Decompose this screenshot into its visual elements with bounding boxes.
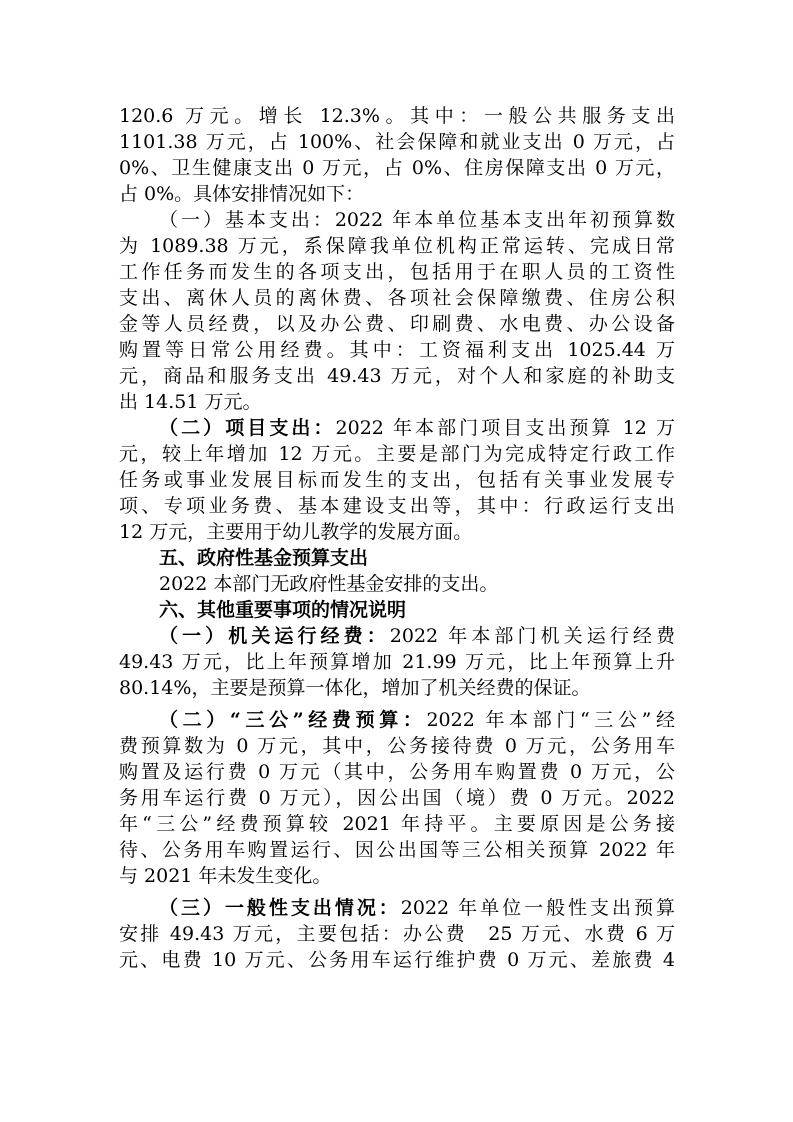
- text-line: （一）基本支出：2022 年本单位基本支出年初预算数: [159, 209, 675, 231]
- text-line: 支出、离休人员的离休费、各项社会保障缴费、住房公积: [119, 287, 675, 309]
- subheading: （二）项目支出：: [159, 417, 336, 439]
- text-span: 2022 年本部门项目支出预算 12 万: [335, 417, 675, 439]
- text-line: 元，较上年增加 12 万元。主要是部门为完成特定行政工作: [119, 443, 675, 465]
- text-line: 占 0%。具体安排情况如下：: [119, 183, 365, 205]
- text-line: 与 2021 年未发生变化。: [119, 865, 332, 887]
- text-line: 待、公务用车购置运行、因公出国等三公相关预算 2022 年: [119, 839, 675, 861]
- section-heading: 六、其他重要事项的情况说明: [159, 599, 407, 621]
- text-line: 2022 本部门无政府性基金安排的支出。: [159, 573, 499, 595]
- text-span: 2022 年本部门机关运行经费: [389, 625, 675, 647]
- text-line: 安排 49.43 万元，主要包括：办公费 25 万元、水费 6 万: [119, 923, 675, 945]
- text-line: 工作任务而发生的各项支出，包括用于在职人员的工资性: [119, 261, 675, 283]
- text-line: 0%、卫生健康支出 0 万元，占 0%、住房保障支出 0 万元，: [119, 157, 675, 179]
- text-line: [159, 895, 675, 921]
- subheading: （一）机关运行经费：: [159, 625, 390, 647]
- text-line: 80.14%，主要是预算一体化，增加了机关经费的保证。: [119, 677, 591, 699]
- text-line: 120.6 万元。增长 12.3%。其中：一般公共服务支出: [119, 105, 675, 127]
- text-line: 为 1089.38 万元，系保障我单位机构正常运转、完成日常: [119, 235, 675, 257]
- text-line: 出 14.51 万元。: [119, 391, 262, 413]
- text-span: 2022 年单位一般性支出预算: [400, 897, 675, 919]
- text-line: 金等人员经费，以及办公费、印刷费、水电费、办公设备: [119, 313, 675, 335]
- text-span: 2022 年本部门“三公”经: [426, 709, 675, 731]
- section-heading: 五、政府性基金预算支出: [159, 547, 369, 569]
- text-line: 购置及运行费 0 万元（其中，公务用车购置费 0 万元，公: [119, 761, 675, 783]
- text-line: 年“三公”经费预算较 2021 年持平。主要原因是公务接: [119, 813, 675, 835]
- text-line: [159, 623, 675, 649]
- text-line: 1101.38 万元，占 100%、社会保障和就业支出 0 万元，占: [119, 131, 675, 153]
- text-line: 元、电费 10 万元、公务用车运行维护费 0 万元、差旅费 4: [119, 949, 675, 971]
- text-line: 购置等日常公用经费。其中：工资福利支出 1025.44 万: [119, 339, 675, 361]
- text-line: 49.43 万元，比上年预算增加 21.99 万元，比上年预算上升: [119, 651, 675, 673]
- text-line: 元，商品和服务支出 49.43 万元，对个人和家庭的补助支: [119, 365, 675, 387]
- text-line: 务用车运行费 0 万元），因公出国（境）费 0 万元。2022: [119, 787, 675, 809]
- text-line: 任务或事业发展目标而发生的支出，包括有关事业发展专: [119, 469, 675, 491]
- text-line: [159, 415, 675, 441]
- subheading: （二）“三公”经费预算：: [159, 709, 427, 731]
- text-line: 项、专项业务费、基本建设支出等，其中：行政运行支出: [119, 495, 675, 517]
- text-line: 12 万元，主要用于幼儿教学的发展方面。: [119, 521, 473, 543]
- text-line: 费预算数为 0 万元，其中，公务接待费 0 万元，公务用车: [119, 735, 675, 757]
- text-line: [159, 707, 675, 733]
- subheading: （三）一般性支出情况：: [159, 897, 401, 919]
